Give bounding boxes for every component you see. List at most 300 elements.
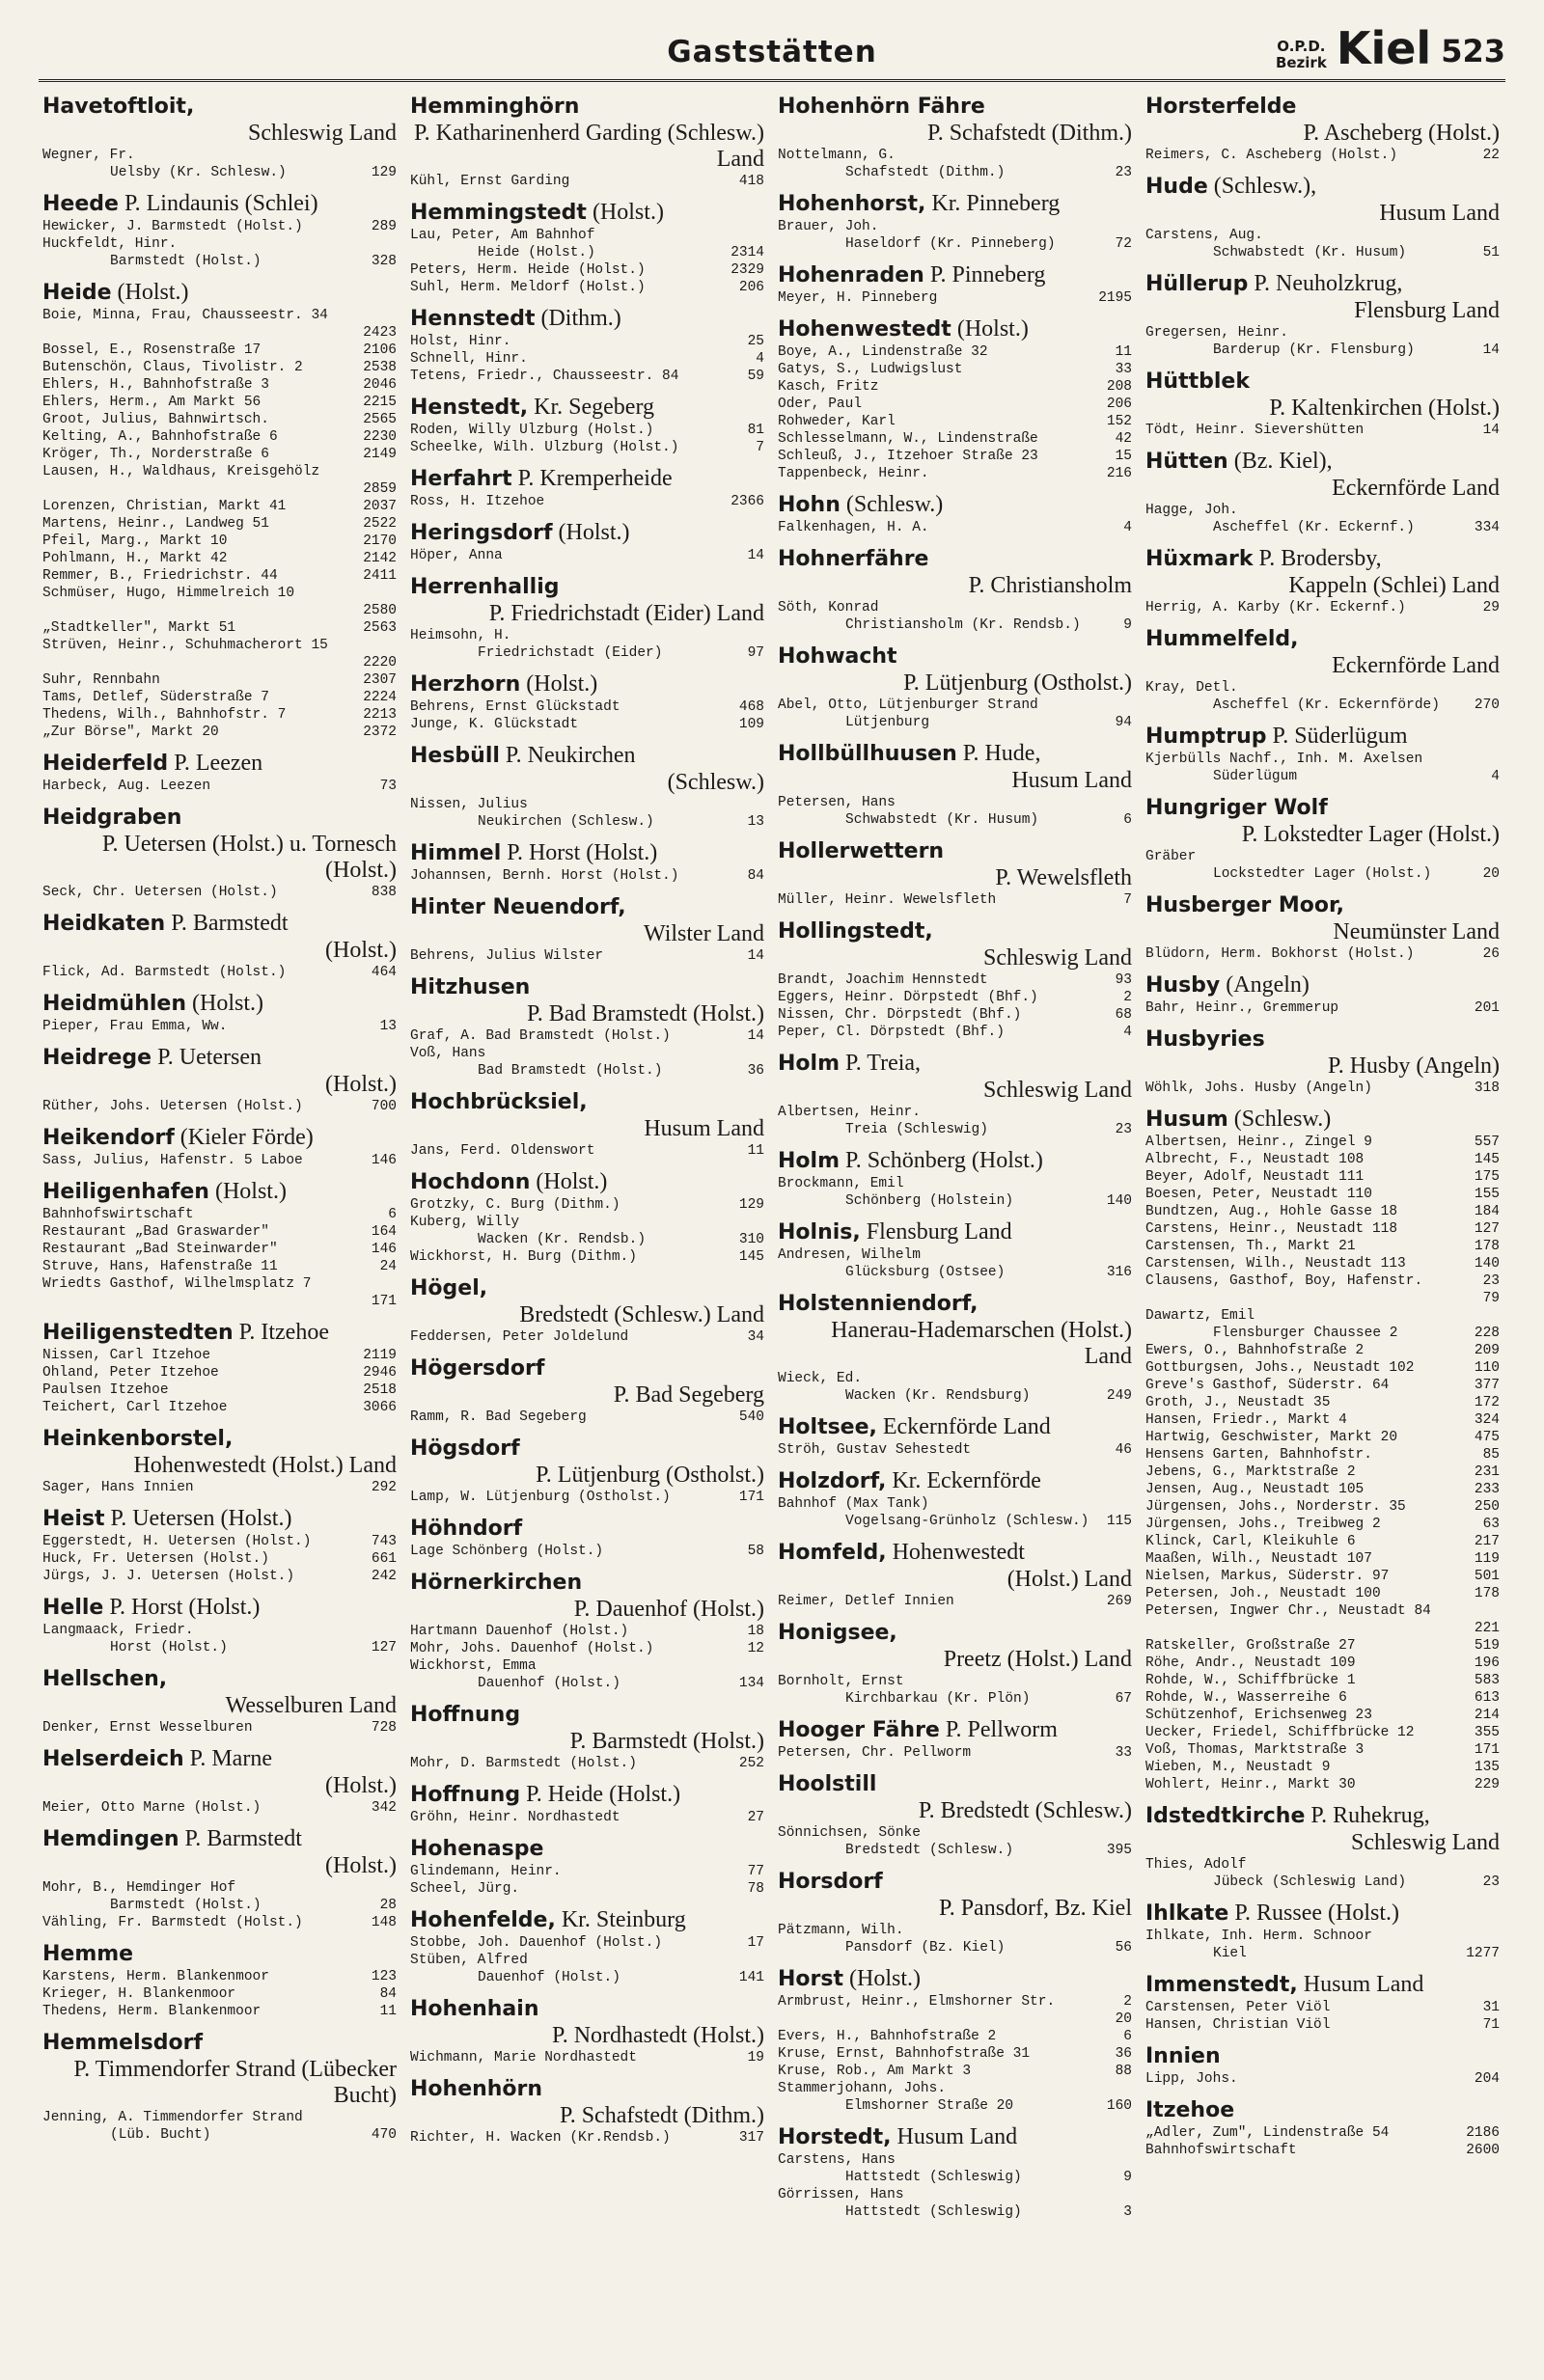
place-entry — [778, 1467, 1132, 1530]
phone-number: 6 — [388, 1207, 397, 1222]
place-entry — [42, 910, 397, 981]
place-detail: (Holst.) — [192, 991, 263, 1016]
place-entry — [410, 742, 764, 831]
phone-number: 28 — [379, 1898, 397, 1913]
listing-row — [1145, 697, 1500, 714]
listing-text: Uelsby (Kr. Schlesw.) — [110, 165, 287, 180]
listing-text: Görrissen, Hans — [778, 2187, 904, 2202]
place-entry — [410, 1781, 764, 1826]
place-name: Husberger Moor, — [1145, 893, 1344, 917]
listing-row — [1145, 324, 1500, 342]
place-heading — [410, 305, 764, 333]
listing-text: Kiel — [1213, 1946, 1247, 1961]
place-heading — [778, 1619, 1132, 1647]
phone-number: 292 — [371, 1480, 397, 1495]
phone-number: 217 — [1474, 1534, 1500, 1549]
place-detail-line: P. Barmstedt (Holst.) — [569, 1729, 764, 1754]
listing-row — [778, 1121, 1132, 1138]
place-entry — [778, 1770, 1132, 1859]
listing-row — [1145, 1377, 1500, 1394]
phone-number: 14 — [747, 1028, 764, 1044]
phone-number: 73 — [379, 779, 397, 794]
place-detail: P. Leezen — [174, 751, 263, 776]
listing-row — [410, 261, 764, 279]
listing-row — [1145, 1220, 1500, 1238]
place-heading — [410, 573, 764, 601]
place-name: Hemme — [42, 1942, 134, 1966]
place-entry — [42, 1319, 397, 1416]
place-name: Hennstedt — [410, 307, 536, 331]
place-name: Itzehoe — [1145, 2098, 1235, 2122]
place-heading — [778, 1147, 1132, 1175]
listing-row — [410, 1809, 764, 1826]
listing-row — [778, 218, 1132, 235]
phone-number: 2411 — [363, 568, 397, 584]
phone-number: 84 — [379, 1986, 397, 2002]
listing-text: Gregersen, Heinr. — [1145, 325, 1288, 341]
place-heading — [410, 742, 764, 770]
place-detail: P. Itzehoe — [238, 1320, 329, 1345]
place-heading — [42, 2029, 397, 2057]
place-entry — [778, 2123, 1132, 2221]
listing-text: Ehlers, H., Bahnhofstraße 3 — [42, 377, 269, 393]
listing-text: Höper, Anna — [410, 548, 503, 563]
place-detail-line: Husum Land — [1379, 201, 1500, 226]
listing-row — [778, 2203, 1132, 2221]
place-entry — [410, 1701, 764, 1772]
phone-number: 3 — [1123, 2204, 1132, 2220]
listing-row — [42, 1879, 397, 1897]
place-detail: P. Süderlügum — [1272, 724, 1408, 749]
listing-row — [410, 1248, 764, 1266]
phone-number: 2170 — [363, 533, 397, 549]
phone-number: 317 — [738, 2130, 764, 2146]
phone-number: 23 — [1115, 1122, 1132, 1137]
place-detail: (Holst.) — [117, 280, 189, 305]
listing-text: Haseldorf (Kr. Pinneberg) — [845, 236, 1056, 252]
phone-number: 175 — [1474, 1169, 1500, 1185]
phone-number: 33 — [1115, 1745, 1132, 1761]
listing-row — [410, 1214, 764, 1231]
place-name: Hohenhorst, — [778, 192, 926, 216]
listing-text: Martens, Heinr., Landweg 51 — [42, 516, 269, 532]
place-entry — [410, 465, 764, 510]
listing-row — [410, 644, 764, 662]
listing-row — [778, 164, 1132, 181]
phone-number: 127 — [371, 1640, 397, 1655]
listing-row — [42, 1098, 397, 1115]
listing-text: Hewicker, J. Barmstedt (Holst.) — [42, 219, 303, 234]
listing-text: Scheel, Jürg. — [410, 1881, 520, 1897]
listing-text: Petersen, Chr. Pellworm — [778, 1745, 972, 1761]
phone-number: 145 — [1474, 1152, 1500, 1167]
listing-text: Carstensen, Th., Markt 21 — [1145, 1239, 1356, 1254]
listing-row — [410, 227, 764, 244]
listing-text: (Lüb. Bucht) — [110, 2127, 211, 2143]
listing-row — [410, 279, 764, 296]
listing-row — [42, 1639, 397, 1656]
place-heading — [410, 1701, 764, 1729]
listing-row — [778, 396, 1132, 413]
place-heading — [410, 1274, 764, 1302]
listing-row — [42, 324, 397, 342]
listing-text: Hartwig, Geschwister, Markt 20 — [1145, 1430, 1398, 1445]
listing-row — [42, 1719, 397, 1737]
phone-number: 115 — [1106, 1514, 1132, 1529]
listing-text: Treia (Schleswig) — [845, 1122, 988, 1137]
place-detail: Hohenwestedt — [892, 1540, 1025, 1565]
place-entry — [1145, 2096, 1500, 2159]
place-name: Hohn — [778, 493, 841, 517]
phone-number: 14 — [1482, 342, 1500, 358]
place-entry — [1145, 794, 1500, 883]
phone-number: 2946 — [363, 1365, 397, 1381]
listing-row — [42, 2126, 397, 2144]
listing-row — [778, 1922, 1132, 1939]
place-detail: P. Heide (Holst.) — [526, 1782, 681, 1807]
listing-text: Kasch, Fritz — [778, 379, 879, 395]
place-heading — [1145, 971, 1500, 999]
place-name: Horstedt, — [778, 2125, 892, 2149]
phone-number: 178 — [1474, 1586, 1500, 1601]
phone-number: 2149 — [363, 447, 397, 462]
listing-text: Huckfeldt, Hinr. — [42, 236, 178, 252]
phone-number: 324 — [1474, 1412, 1500, 1428]
phone-number: 470 — [371, 2127, 397, 2143]
place-entry — [1145, 1971, 1500, 2034]
place-heading — [778, 2123, 1132, 2151]
place-entry — [410, 1274, 764, 1346]
place-detail-line: P. Schafstedt (Dithm.) — [927, 121, 1132, 146]
phone-number: 23 — [1115, 165, 1132, 180]
place-detail-line: P. Lütjenburg (Ostholst.) — [903, 670, 1132, 696]
listing-text: Langmaack, Friedr. — [42, 1623, 194, 1638]
phone-number: 2 — [1123, 990, 1132, 1005]
place-entry — [42, 750, 397, 795]
listing-text: Nissen, Carl Itzehoe — [42, 1348, 211, 1363]
listing-row — [42, 533, 397, 550]
place-heading — [1145, 93, 1500, 121]
listing-row — [1145, 2016, 1500, 2034]
place-entry — [778, 1218, 1132, 1281]
listing-row — [778, 361, 1132, 378]
phone-number: 583 — [1474, 1673, 1500, 1688]
listing-row — [410, 1196, 764, 1214]
phone-number: 6 — [1123, 2029, 1132, 2044]
place-heading — [778, 1965, 1132, 1993]
place-entry — [1145, 625, 1500, 714]
listing-row — [42, 307, 397, 324]
listing-text: Pieper, Frau Emma, Ww. — [42, 1019, 228, 1034]
listing-text: Graf, A. Bad Bramstedt (Holst.) — [410, 1028, 671, 1044]
listing-text: Gröhn, Heinr. Nordhastedt — [410, 1810, 620, 1825]
listing-text: Jans, Ferd. Oldenswort — [410, 1143, 595, 1159]
place-name: Heiligenstedten — [42, 1321, 234, 1345]
phone-number: 242 — [371, 1569, 397, 1584]
place-detail: (Holst.) — [558, 520, 630, 545]
phone-number: 85 — [1482, 1447, 1500, 1463]
listing-row — [410, 1934, 764, 1952]
phone-number: 342 — [371, 1800, 397, 1816]
listing-row — [1145, 1359, 1500, 1377]
place-name: Hohenfelde, — [410, 1908, 556, 1932]
place-heading — [410, 93, 764, 121]
listing-row — [410, 716, 764, 733]
listing-row — [778, 794, 1132, 811]
listing-text: Behrens, Ernst Glückstadt — [410, 699, 620, 715]
listing-row — [778, 811, 1132, 829]
listing-row — [778, 2028, 1132, 2045]
listing-row — [42, 498, 397, 515]
listing-row — [778, 1690, 1132, 1708]
listing-row — [410, 1880, 764, 1898]
place-entry — [778, 1539, 1132, 1610]
listing-row — [1145, 1999, 1500, 2016]
phone-number: 4 — [1491, 769, 1500, 784]
place-name: Husum — [1145, 1108, 1228, 1132]
listing-row — [778, 378, 1132, 396]
place-name: Hooger Fähre — [778, 1718, 940, 1742]
place-name: Hörnerkirchen — [410, 1571, 583, 1595]
listing-row — [42, 1258, 397, 1275]
listing-text: Hattstedt (Schleswig) — [845, 2204, 1022, 2220]
place-heading — [778, 1770, 1132, 1798]
listing-row — [410, 1863, 764, 1880]
listing-text: Heimsohn, H. — [410, 628, 511, 643]
place-name: Högersdorf — [410, 1356, 545, 1381]
place-name: Horst — [778, 1967, 843, 1991]
listing-text: Bahnhofswirtschaft — [42, 1207, 194, 1222]
place-entry — [42, 2029, 397, 2144]
phone-number: 129 — [738, 1197, 764, 1213]
listing-row — [1145, 147, 1500, 164]
listing-text: Barmstedt (Holst.) — [110, 1898, 262, 1913]
place-detail: (Bz. Kiel), — [1233, 449, 1333, 474]
listing-row — [42, 218, 397, 235]
place-heading — [410, 1569, 764, 1597]
phone-number: 4 — [756, 351, 764, 367]
place-entry — [778, 1050, 1132, 1138]
listing-text: Ewers, O., Bahnhofstraße 2 — [1145, 1343, 1365, 1358]
phone-number: 56 — [1115, 1940, 1132, 1956]
listing-text: Voß, Thomas, Marktstraße 3 — [1145, 1742, 1365, 1758]
listing-row — [778, 1495, 1132, 1513]
place-entry — [1145, 270, 1500, 359]
directory-columns — [42, 93, 1502, 2360]
listing-row — [1145, 999, 1500, 1017]
phone-number: 328 — [371, 254, 397, 269]
listing-row — [1145, 1342, 1500, 1359]
listing-text: Gottburgsen, Johs., Neustadt 102 — [1145, 1360, 1415, 1376]
place-detail: (Holst.) — [526, 671, 598, 697]
phone-number: 110 — [1474, 1360, 1500, 1376]
place-entry — [42, 1665, 397, 1737]
phone-number: 196 — [1474, 1655, 1500, 1671]
place-entry — [42, 1124, 397, 1169]
listing-row — [1145, 1655, 1500, 1672]
listing-row — [42, 1381, 397, 1399]
place-heading — [42, 1505, 397, 1533]
place-name: Henstedt, — [410, 396, 529, 420]
place-entry — [778, 1868, 1132, 1956]
place-detail-line: Neumünster Land — [1333, 919, 1500, 944]
place-heading — [410, 2075, 764, 2103]
phone-number: 148 — [371, 1915, 397, 1930]
listing-row — [42, 778, 397, 795]
listing-text: Wieben, M., Neustadt 9 — [1145, 1760, 1331, 1775]
place-detail: P. Brodersby, — [1258, 546, 1382, 571]
place-entry — [42, 1044, 397, 1115]
listing-row — [410, 1409, 764, 1426]
phone-number: 146 — [371, 1153, 397, 1168]
phone-number: 2372 — [363, 725, 397, 740]
listing-row — [410, 1027, 764, 1045]
listing-text: Johannsen, Bernh. Horst (Holst.) — [410, 868, 679, 884]
listing-row — [778, 2045, 1132, 2063]
place-heading — [42, 1665, 397, 1693]
place-name: Herrenhallig — [410, 575, 560, 599]
phone-number: 14 — [747, 548, 764, 563]
place-heading — [42, 1940, 397, 1968]
listing-text: Kray, Detl. — [1145, 680, 1238, 696]
phone-number: 9 — [1123, 617, 1132, 633]
place-detail: P. Marne — [189, 1746, 272, 1771]
place-detail-line: Schleswig Land — [983, 1078, 1132, 1103]
listing-row — [42, 550, 397, 567]
place-entry — [410, 199, 764, 296]
place-detail-line: P. Uetersen (Holst.) u. Tornesch (Holst.) — [101, 832, 397, 883]
phone-number: 201 — [1474, 1000, 1500, 1016]
listing-text: Holst, Hinr. — [410, 334, 511, 349]
place-detail: (Schlesw.), — [1213, 174, 1317, 199]
place-entry — [410, 1515, 764, 1560]
place-name: Hohenhörn Fähre — [778, 95, 985, 119]
listing-text: Hagge, Joh. — [1145, 503, 1238, 518]
listing-row — [1145, 848, 1500, 865]
listing-row — [42, 1799, 397, 1817]
phone-number: 2046 — [363, 377, 397, 393]
place-name: Innien — [1145, 2044, 1221, 2068]
place-detail: (Holst.) — [849, 1966, 921, 1991]
listing-text: Hattstedt (Schleswig) — [845, 2170, 1022, 2185]
listing-text: Wegner, Fr. — [42, 148, 135, 163]
listing-text: Schwabstedt (Kr. Husum) — [1213, 245, 1407, 260]
place-name: Hemmelsdorf — [42, 2031, 204, 2055]
place-entry — [410, 93, 764, 190]
listing-text: Nissen, Julius — [410, 797, 528, 812]
place-entry — [42, 279, 397, 741]
phone-number: 2522 — [363, 516, 397, 532]
place-heading — [42, 990, 397, 1018]
place-entry — [1145, 93, 1500, 164]
place-entry — [1145, 891, 1500, 963]
place-detail-line: Preetz (Holst.) Land — [943, 1647, 1132, 1672]
phone-number: 838 — [371, 885, 397, 900]
place-heading — [1145, 1900, 1500, 1928]
listing-row — [778, 2063, 1132, 2080]
listing-text: Behrens, Julius Wilster — [410, 948, 604, 964]
opd-line2: Bezirk — [1275, 54, 1327, 71]
listing-row — [42, 1897, 397, 1914]
place-detail: (Angeln) — [1226, 972, 1310, 998]
phone-number: 221 — [1474, 1621, 1500, 1636]
place-detail: P. Kremperheide — [517, 466, 673, 491]
place-detail-line: (Holst.) — [325, 1853, 397, 1878]
listing-row — [778, 1104, 1132, 1121]
place-detail-line: Husum Land — [1011, 768, 1132, 793]
listing-text: Petersen, Joh., Neustadt 100 — [1145, 1586, 1381, 1601]
listing-text: Albertsen, Heinr., Zingel 9 — [1145, 1135, 1372, 1150]
listing-row — [778, 289, 1132, 307]
phone-number: 171 — [738, 1490, 764, 1505]
place-name: Helserdeich — [42, 1747, 184, 1771]
opd-line1: O.P.D. — [1277, 38, 1326, 55]
listing-text: Strüven, Heinr., Schuhmacherort 15 — [42, 638, 328, 653]
listing-text: „Zur Börse", Markt 20 — [42, 725, 219, 740]
phone-number: 178 — [1474, 1239, 1500, 1254]
listing-row — [1145, 599, 1500, 616]
listing-row — [1145, 1272, 1500, 1290]
listing-text: Hansen, Christian Viöl — [1145, 2017, 1331, 2033]
place-entry — [1145, 723, 1500, 785]
place-heading — [42, 1745, 397, 1773]
place-name: Horsterfelde — [1145, 95, 1297, 119]
phone-number: 140 — [1474, 1256, 1500, 1272]
place-detail-line: Schleswig Land — [983, 945, 1132, 971]
phone-number: 11 — [379, 2004, 397, 2019]
phone-number: 94 — [1115, 715, 1132, 730]
phone-number: 2220 — [363, 655, 397, 670]
place-heading — [410, 839, 764, 867]
place-detail: (Schlesw.) — [1233, 1107, 1332, 1132]
phone-number: 2213 — [363, 707, 397, 723]
listing-row — [42, 706, 397, 724]
listing-row — [42, 1347, 397, 1364]
place-heading — [778, 1467, 1132, 1495]
listing-text: Bundtzen, Aug., Hohle Gasse 18 — [1145, 1204, 1398, 1219]
listing-text: Mohr, Johs. Dauenhof (Holst.) — [410, 1641, 654, 1656]
phone-number: 127 — [1474, 1221, 1500, 1237]
place-detail-line: P. Pansdorf, Bz. Kiel — [939, 1896, 1132, 1921]
listing-text: Wohlert, Heinr., Markt 30 — [1145, 1777, 1356, 1792]
place-heading — [410, 199, 764, 227]
place-name: Hesbüll — [410, 744, 500, 768]
listing-row — [42, 1152, 397, 1169]
listing-text: Gräber — [1145, 849, 1197, 864]
place-detail-line: Flensburg Land — [1354, 298, 1500, 323]
place-entry — [42, 1745, 397, 1817]
phone-number: 557 — [1474, 1135, 1500, 1150]
listing-row — [410, 493, 764, 510]
place-heading — [410, 1354, 764, 1382]
phone-number: 2307 — [363, 672, 397, 688]
listing-row — [42, 1968, 397, 1985]
place-name: Heidgraben — [42, 806, 182, 830]
phone-number: 501 — [1474, 1569, 1500, 1584]
phone-number: 155 — [1474, 1187, 1500, 1202]
listing-row — [410, 1657, 764, 1675]
place-entry — [778, 190, 1132, 253]
phone-number: 19 — [747, 2050, 764, 2065]
listing-text: Mohr, D. Barmstedt (Holst.) — [410, 1756, 637, 1771]
place-entry — [778, 1290, 1132, 1405]
listing-row — [1145, 1080, 1500, 1097]
place-entry — [1145, 545, 1500, 616]
listing-row — [1145, 1874, 1500, 1891]
phone-number: 145 — [738, 1249, 764, 1265]
place-heading — [42, 1594, 397, 1622]
phone-number: 160 — [1106, 2098, 1132, 2114]
